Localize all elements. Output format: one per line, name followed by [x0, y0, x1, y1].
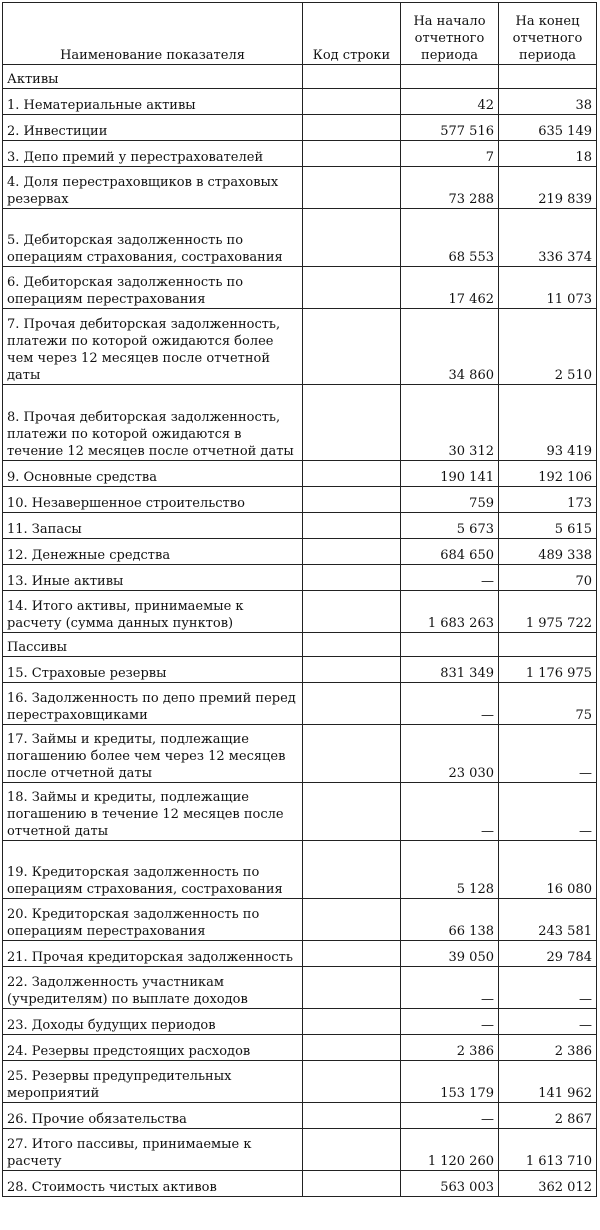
row-value-end: 2 386 [499, 1035, 597, 1061]
header-start: На начало отчетного периода [401, 3, 499, 65]
row-value-end: — [499, 783, 597, 841]
table-row [3, 385, 597, 461]
row-code [303, 461, 401, 487]
row-code [303, 941, 401, 967]
table-row [3, 89, 597, 115]
row-code [303, 1009, 401, 1035]
row-code [303, 1061, 401, 1103]
row-code [303, 1103, 401, 1129]
row-label: 1. Нематериальные активы [3, 89, 303, 115]
row-label: 18. Займы и кредиты, подлежащие погашению в течение 12 месяцев после отчетной даты [3, 783, 303, 841]
section-label: Пассивы [3, 633, 303, 657]
row-value-end: 11 073 [499, 267, 597, 309]
table-row [3, 461, 597, 487]
row-value-end: 16 080 [499, 841, 597, 899]
table-row [3, 725, 597, 783]
table-row [3, 941, 597, 967]
row-label: 14. Итого активы, принимаемые к расчету (сумма данных пунктов) [3, 591, 303, 633]
row-value-start: 17 462 [401, 267, 499, 309]
row-label: 19. Кредиторская задолженность по операциям страхования, сострахования [3, 841, 303, 899]
row-value-start: 684 650 [401, 539, 499, 565]
row-label: 28. Стоимость чистых активов [3, 1171, 303, 1197]
table-row [3, 683, 597, 725]
row-label: 13. Иные активы [3, 565, 303, 591]
row-code [303, 967, 401, 1009]
row-value-end: 1 176 975 [499, 657, 597, 683]
empty-cell [401, 633, 499, 657]
header-code: Код строки [303, 3, 401, 65]
row-code [303, 565, 401, 591]
row-value-end: 362 012 [499, 1171, 597, 1197]
table-row [3, 1035, 597, 1061]
row-value-end: 336 374 [499, 209, 597, 267]
row-code [303, 899, 401, 941]
row-value-start: 39 050 [401, 941, 499, 967]
row-code [303, 309, 401, 385]
empty-cell [401, 65, 499, 89]
table-row [3, 899, 597, 941]
row-label: 9. Основные средства [3, 461, 303, 487]
row-code [303, 167, 401, 209]
section-label: Активы [3, 65, 303, 89]
row-value-start: 34 860 [401, 309, 499, 385]
row-label: 15. Страховые резервы [3, 657, 303, 683]
row-code [303, 209, 401, 267]
row-label: 11. Запасы [3, 513, 303, 539]
header-end: На конец отчетного периода [499, 3, 597, 65]
row-value-end: 38 [499, 89, 597, 115]
row-value-end: 219 839 [499, 167, 597, 209]
row-value-start: 563 003 [401, 1171, 499, 1197]
row-code [303, 1035, 401, 1061]
row-value-start: — [401, 1103, 499, 1129]
row-value-start: 577 516 [401, 115, 499, 141]
row-value-start: — [401, 783, 499, 841]
row-label: 16. Задолженность по депо премий перед перестраховщиками [3, 683, 303, 725]
table-header [3, 3, 597, 65]
row-value-start: 190 141 [401, 461, 499, 487]
table-row [3, 209, 597, 267]
row-value-end: 1 975 722 [499, 591, 597, 633]
row-value-end: 635 149 [499, 115, 597, 141]
row-value-end: 29 784 [499, 941, 597, 967]
row-value-end: 2 510 [499, 309, 597, 385]
row-value-end: 192 106 [499, 461, 597, 487]
row-value-start: 1 683 263 [401, 591, 499, 633]
report-table [2, 2, 597, 1197]
row-code [303, 267, 401, 309]
row-label: 10. Незавершенное строительство [3, 487, 303, 513]
row-value-end: 173 [499, 487, 597, 513]
table-row [3, 267, 597, 309]
row-label: 20. Кредиторская задолженность по операциям перестрахования [3, 899, 303, 941]
table-row [3, 565, 597, 591]
row-code [303, 115, 401, 141]
table-row [3, 967, 597, 1009]
row-label: 27. Итого пассивы, принимаемые к расчету [3, 1129, 303, 1171]
row-label: 25. Резервы предупредительных мероприятий [3, 1061, 303, 1103]
header-row [3, 3, 597, 65]
table-body [3, 65, 597, 1197]
row-value-end: 2 867 [499, 1103, 597, 1129]
table-row [3, 783, 597, 841]
row-value-end: 141 962 [499, 1061, 597, 1103]
section-row [3, 633, 597, 657]
empty-cell [499, 633, 597, 657]
row-label: 26. Прочие обязательства [3, 1103, 303, 1129]
table-row [3, 1103, 597, 1129]
row-value-start: — [401, 683, 499, 725]
row-value-end: 243 581 [499, 899, 597, 941]
row-code [303, 89, 401, 115]
row-code [303, 783, 401, 841]
row-label: 3. Депо премий у перестрахователей [3, 141, 303, 167]
row-value-start: — [401, 967, 499, 1009]
row-label: 8. Прочая дебиторская задолженность, платежи по которой ожидаются в течение 12 месяцев после отчетной даты [3, 385, 303, 461]
row-label: 5. Дебиторская задолженность по операциям страхования, сострахования [3, 209, 303, 267]
row-label: 23. Доходы будущих периодов [3, 1009, 303, 1035]
row-code [303, 539, 401, 565]
row-label: 2. Инвестиции [3, 115, 303, 141]
row-label: 4. Доля перестраховщиков в страховых резервах [3, 167, 303, 209]
table-row [3, 1061, 597, 1103]
empty-cell [303, 633, 401, 657]
row-label: 22. Задолженность участникам (учредителям) по выплате доходов [3, 967, 303, 1009]
table-row [3, 1171, 597, 1197]
row-code [303, 141, 401, 167]
row-value-start: 42 [401, 89, 499, 115]
row-value-end: — [499, 725, 597, 783]
row-value-end: 489 338 [499, 539, 597, 565]
empty-cell [499, 65, 597, 89]
row-label: 24. Резервы предстоящих расходов [3, 1035, 303, 1061]
row-value-start: 831 349 [401, 657, 499, 683]
row-value-start: 7 [401, 141, 499, 167]
row-label: 21. Прочая кредиторская задолженность [3, 941, 303, 967]
table-row [3, 591, 597, 633]
row-value-start: 73 288 [401, 167, 499, 209]
row-code [303, 725, 401, 783]
row-value-start: 68 553 [401, 209, 499, 267]
row-value-start: 5 128 [401, 841, 499, 899]
header-name: Наименование показателя [3, 3, 303, 65]
row-code [303, 1171, 401, 1197]
row-code [303, 385, 401, 461]
row-value-end: — [499, 1009, 597, 1035]
row-code [303, 841, 401, 899]
row-code [303, 513, 401, 539]
row-value-end: — [499, 967, 597, 1009]
row-value-start: 1 120 260 [401, 1129, 499, 1171]
table-row [3, 1009, 597, 1035]
row-code [303, 591, 401, 633]
row-label: 7. Прочая дебиторская задолженность, платежи по которой ожидаются более чем через 12 месяцев после отчетной даты [3, 309, 303, 385]
table-row [3, 487, 597, 513]
row-value-start: 153 179 [401, 1061, 499, 1103]
table-row [3, 167, 597, 209]
row-value-start: 30 312 [401, 385, 499, 461]
row-value-end: 1 613 710 [499, 1129, 597, 1171]
row-value-start: 759 [401, 487, 499, 513]
row-value-start: 2 386 [401, 1035, 499, 1061]
row-code [303, 657, 401, 683]
row-value-end: 70 [499, 565, 597, 591]
row-label: 12. Денежные средства [3, 539, 303, 565]
row-value-start: 5 673 [401, 513, 499, 539]
row-value-start: 23 030 [401, 725, 499, 783]
row-value-start: — [401, 565, 499, 591]
table-row [3, 513, 597, 539]
row-code [303, 487, 401, 513]
row-label: 17. Займы и кредиты, подлежащие погашению более чем через 12 месяцев после отчетной даты [3, 725, 303, 783]
row-code [303, 683, 401, 725]
row-value-start: 66 138 [401, 899, 499, 941]
table-row [3, 657, 597, 683]
row-value-end: 18 [499, 141, 597, 167]
empty-cell [303, 65, 401, 89]
row-value-end: 5 615 [499, 513, 597, 539]
table-row [3, 141, 597, 167]
row-label: 6. Дебиторская задолженность по операциям перестрахования [3, 267, 303, 309]
row-value-start: — [401, 1009, 499, 1035]
table-row [3, 539, 597, 565]
table-row [3, 841, 597, 899]
row-value-end: 93 419 [499, 385, 597, 461]
table-row [3, 115, 597, 141]
row-code [303, 1129, 401, 1171]
row-value-end: 75 [499, 683, 597, 725]
table-row [3, 309, 597, 385]
section-row [3, 65, 597, 89]
table-row [3, 1129, 597, 1171]
